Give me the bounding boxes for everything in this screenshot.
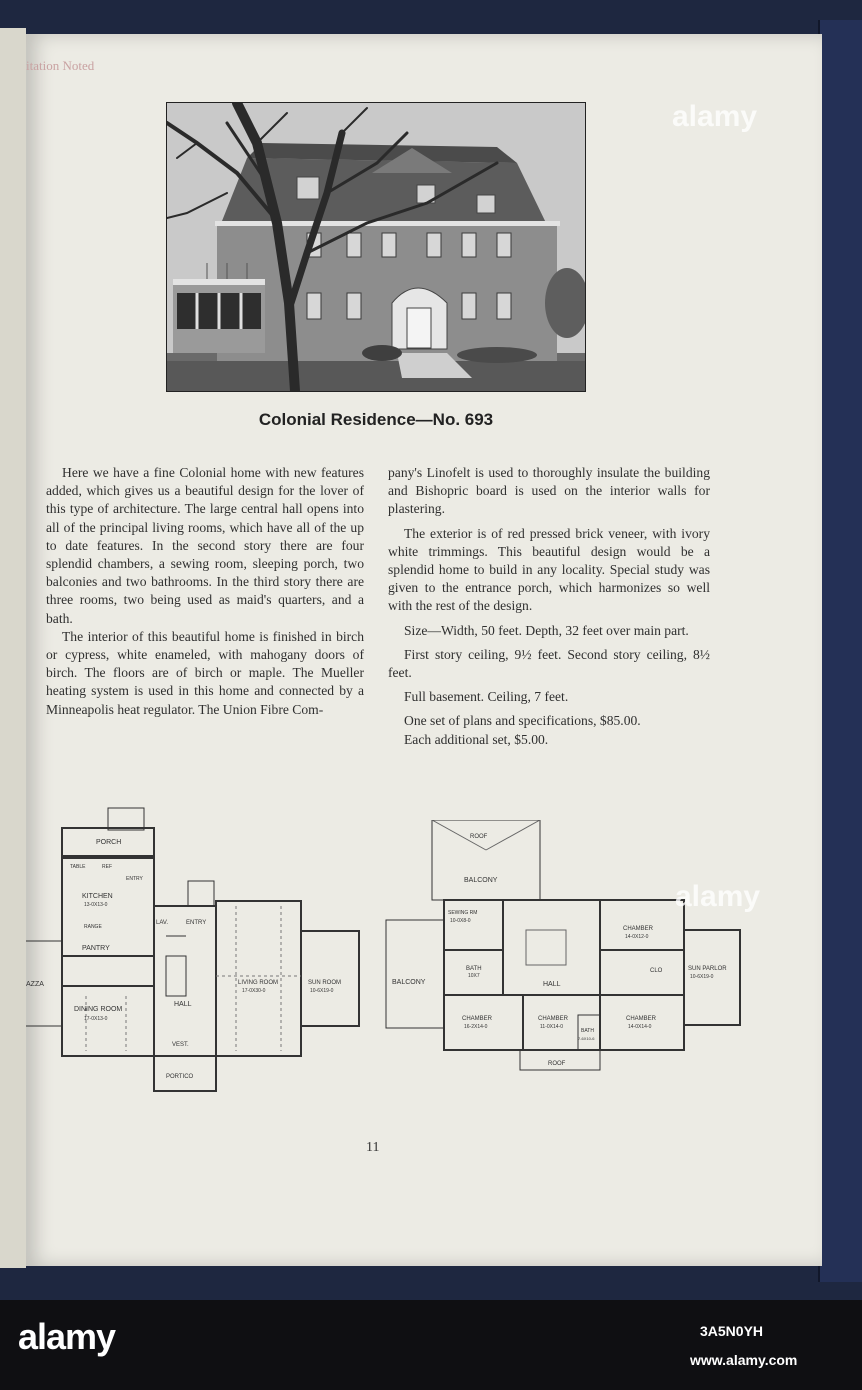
left-page-edge [0, 28, 26, 1268]
label-kitchen-size: 13-0X13-0 [84, 902, 108, 908]
label-hall: HALL [174, 1001, 192, 1008]
plan-price: One set of plans and specifications, $85.00. [404, 713, 641, 729]
label-kitchen: KITCHEN [82, 893, 113, 900]
label-living-size: 17-0X30-0 [242, 988, 266, 994]
text-column-left [46, 464, 364, 719]
label-roof-top: ROOF [470, 834, 488, 840]
text-column-right [388, 464, 710, 749]
ceiling-spec: First story ceiling, 9½ feet. Second story ceiling, 8½ feet. [388, 646, 710, 681]
label-entry-rear: ENTRY [126, 876, 143, 882]
label-lav: LAV. [156, 920, 169, 926]
label-living: LIVING ROOM [238, 980, 279, 986]
label-balcony-left: BALCONY [392, 979, 426, 986]
label-sewing-size: 10-0X8-0 [450, 918, 471, 924]
paragraph: Here we have a fine Colonial home with new features added, which gives us a beautiful design for the lover of this type of architecture. The large central hall opens into all of the principal living rooms, which have all of the up to date features. In the second story there are four splendid chambers, a sewing room, sleeping porch, two balconies and two bathrooms. In the third story there are three rooms, two being used as maid's quarters, and a bath. [46, 465, 364, 626]
label-chamber-2: CHAMBER [538, 1016, 569, 1022]
label-chamber-1-size: 16-2X14-0 [464, 1024, 488, 1030]
additional-price: Each additional set, $5.00. [404, 731, 549, 747]
label-closet: CLO [650, 968, 663, 974]
label-dining-size: 17-0X13-0 [84, 1016, 108, 1022]
paragraph: The interior of this beautiful home is finished in birch or cypress, white enameled, with mahogany doors of birch. The floors are of birch or maple. The Mueller heating system is used in this home and connected by a Minneapolis heat regulator. The Union Fibre Com- [46, 628, 364, 717]
label-sun-parlor: SUN PARLOR [688, 966, 727, 972]
paragraph: pany's Linofelt is used to thoroughly insulate the building and Bishopric board is used on the interior walls for plastering. [388, 465, 710, 517]
label-sun-room: SUN ROOM [308, 980, 341, 986]
label-ref: REF [102, 864, 112, 870]
label-portico: PORTICO [166, 1074, 194, 1080]
label-roof-bottom: ROOF [548, 1061, 566, 1067]
label-dining: DINING ROOM [74, 1006, 123, 1013]
label-sewing: SEWING RM [448, 910, 478, 916]
stock-footer [0, 1300, 862, 1390]
label-sun-parlor-size: 10-6X19-0 [690, 974, 714, 980]
label-vest: VEST. [172, 1042, 189, 1048]
house-illustration [167, 103, 585, 391]
label-range: RANGE [84, 924, 102, 930]
label-bath-1-size: 10X7 [468, 973, 480, 979]
label-pantry: PANTRY [82, 945, 110, 952]
book-cover-edge [818, 20, 862, 1282]
label-chamber-4-size: 14-0X14-0 [628, 1024, 652, 1030]
page-number: 11 [366, 1140, 380, 1155]
label-chamber-3: CHAMBER [623, 926, 654, 932]
photo-caption: Colonial Residence—No. 693 [258, 410, 494, 429]
label-chamber-4: CHAMBER [626, 1016, 657, 1022]
first-floor-plan [26, 806, 371, 1096]
label-porch: PORCH [96, 839, 122, 846]
label-chamber-3-size: 14-0X12-0 [625, 934, 649, 940]
alamy-logo: alamy [18, 1316, 116, 1357]
paragraph: The exterior is of red pressed brick veneer, with ivory white trimmings. This beautiful design would be a splendid home to build in any locality. Special study was given to the entrance porch, which harmonizes so well with the rest of the design. [388, 525, 710, 614]
label-chamber-2-size: 11-0X14-0 [540, 1024, 563, 1030]
size-spec: Size—Width, 50 feet. Depth, 32 feet over main part. [404, 622, 689, 638]
watermark-text: alamy [672, 100, 758, 133]
second-floor-plan [378, 820, 750, 1090]
label-piazza: AZZA [26, 981, 44, 988]
label-hall-2: HALL [543, 981, 561, 988]
label-chamber-1: CHAMBER [462, 1016, 493, 1022]
site-url: www.alamy.com [690, 1352, 798, 1368]
page [26, 34, 822, 1266]
label-balcony-top: BALCONY [464, 877, 498, 884]
watermark-text: alamy [675, 880, 761, 913]
label-sun-room-size: 10-6X19-0 [310, 988, 334, 994]
house-photo [166, 102, 586, 392]
label-bath-2-size: 7-6X10-6 [578, 1036, 595, 1041]
label-bath-2: BATH [581, 1028, 594, 1034]
image-id: 3A5N0YH [700, 1323, 764, 1339]
basement-spec: Full basement. Ceiling, 7 feet. [404, 689, 569, 705]
library-stamp: itation Noted [26, 58, 95, 73]
label-table: TABLE [70, 864, 86, 870]
label-bath-1: BATH [466, 966, 482, 972]
label-entry-side: ENTRY [186, 920, 207, 926]
